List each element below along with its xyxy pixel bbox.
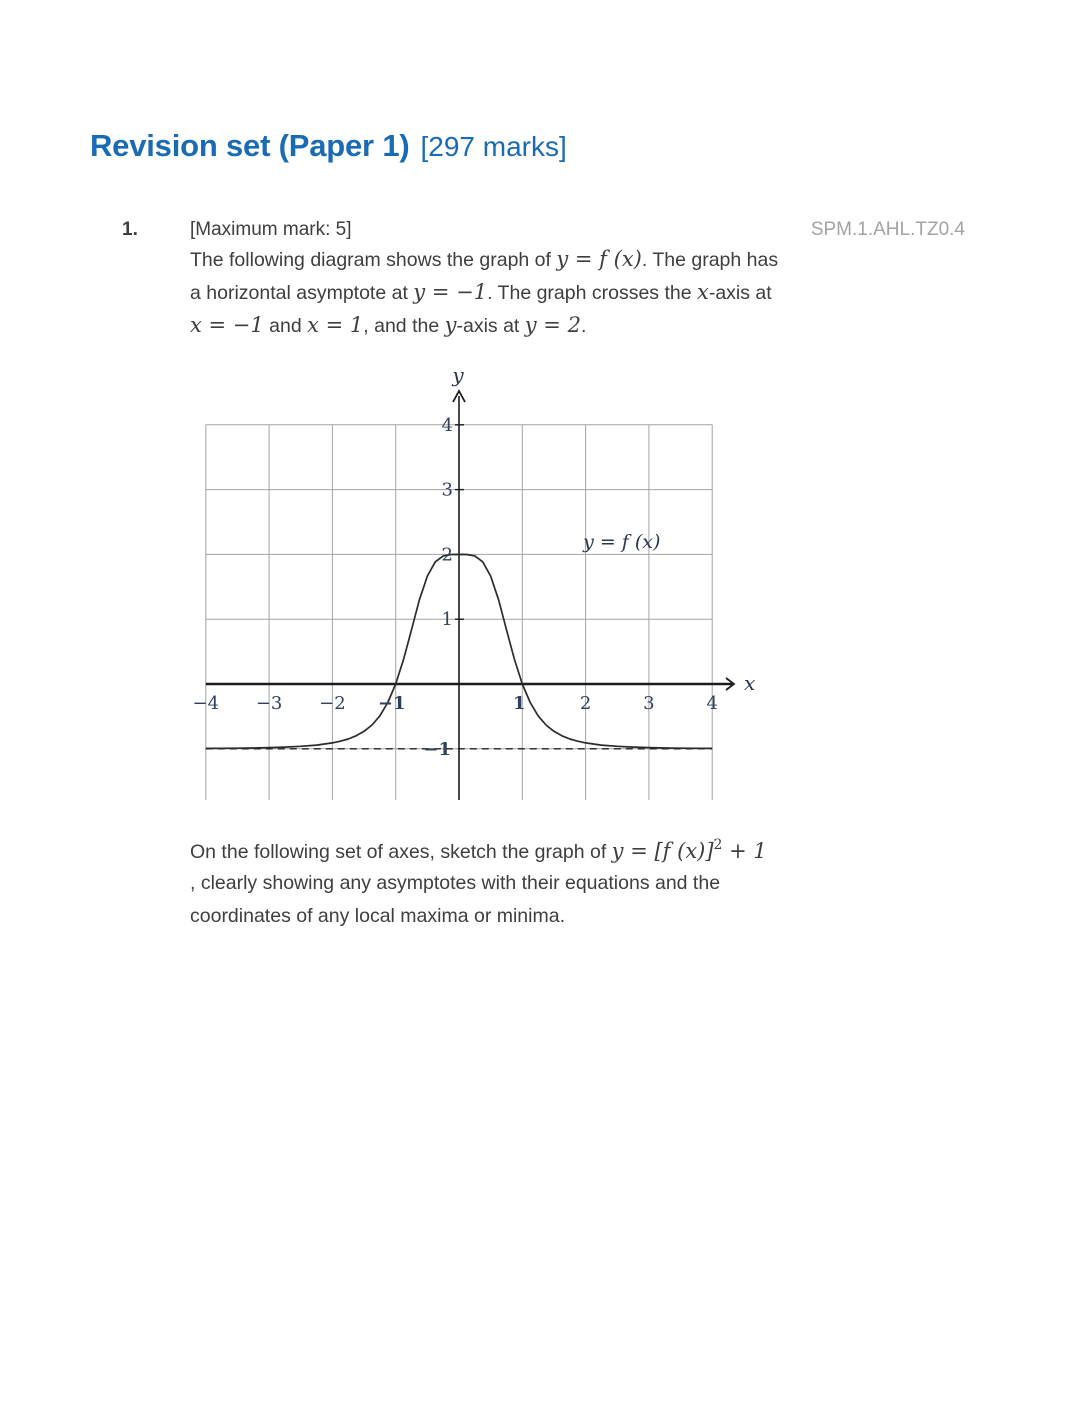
- text-line: [190, 839, 767, 872]
- x-tick-label: 3: [643, 693, 655, 714]
- math-run: x = 1: [307, 313, 364, 337]
- axis-labels: [451, 363, 755, 695]
- y-tick-label: 2: [441, 544, 453, 566]
- math-run: y = −1: [413, 280, 488, 304]
- text-run: coordinates of any local maxima or minima.: [190, 905, 565, 927]
- y-tick-label: 1: [441, 609, 453, 631]
- text-run: a horizontal asymptote at: [190, 282, 414, 304]
- math-run: x = −1: [190, 313, 264, 337]
- text-run: , and the: [363, 315, 445, 337]
- text-line: [190, 247, 778, 280]
- x-axis-label: x: [744, 671, 756, 695]
- question-intro-paragraph: [190, 247, 778, 346]
- math-run: + 1: [722, 839, 767, 863]
- text-line: [190, 905, 767, 938]
- maximum-mark-label: [Maximum mark: 5]: [190, 219, 352, 240]
- function-graph: [160, 362, 790, 817]
- text-run: The following diagram shows the graph of: [190, 249, 557, 271]
- text-run: and: [263, 315, 308, 337]
- text-run: -axis at: [708, 282, 772, 304]
- tick-labels: [193, 415, 718, 760]
- question-task-paragraph: [190, 839, 767, 938]
- page-title-marks: [297 marks]: [420, 131, 567, 162]
- text-run: -axis at: [456, 315, 525, 337]
- math-run: 2: [713, 837, 723, 853]
- y-axis-label: y: [452, 363, 464, 387]
- text-run: . The graph crosses the: [487, 282, 697, 304]
- text-line: [190, 872, 767, 905]
- text-run: .: [580, 315, 587, 337]
- math-run: x: [697, 280, 709, 304]
- x-tick-label: 1: [513, 693, 526, 714]
- x-tick-label: 4: [706, 693, 718, 714]
- question-number: 1.: [122, 219, 138, 240]
- math-run: y: [444, 313, 457, 337]
- x-tick-label: −4: [192, 693, 220, 714]
- text-line: [190, 280, 778, 313]
- text-run: On the following set of axes, sketch the graph of: [190, 841, 612, 863]
- x-tick-label: −2: [319, 693, 346, 714]
- question-reference: SPM.1.AHL.TZ0.4: [810, 219, 965, 240]
- text-run: , clearly showing any asymptotes with their equations and the: [190, 872, 721, 894]
- math-run: y = 2: [524, 313, 581, 337]
- y-tick-label: 4: [441, 414, 453, 436]
- x-tick-label: −1: [377, 693, 406, 714]
- curve-label: y = f (x): [583, 530, 661, 553]
- text-run: . The graph has: [641, 249, 779, 271]
- page-title: [90, 128, 567, 164]
- math-run: y = [f (x)]: [611, 839, 714, 863]
- page-title-text: Revision set (Paper 1): [90, 128, 410, 163]
- function-graph-svg: [160, 362, 790, 817]
- text-line: [190, 313, 778, 346]
- x-tick-label: 2: [579, 693, 592, 714]
- x-tick-label: −3: [255, 693, 283, 714]
- y-tick-label: 3: [441, 479, 453, 501]
- asymptote-tick-label: −1: [423, 738, 451, 760]
- math-run: y = f (x): [556, 247, 642, 271]
- axes: [206, 391, 734, 800]
